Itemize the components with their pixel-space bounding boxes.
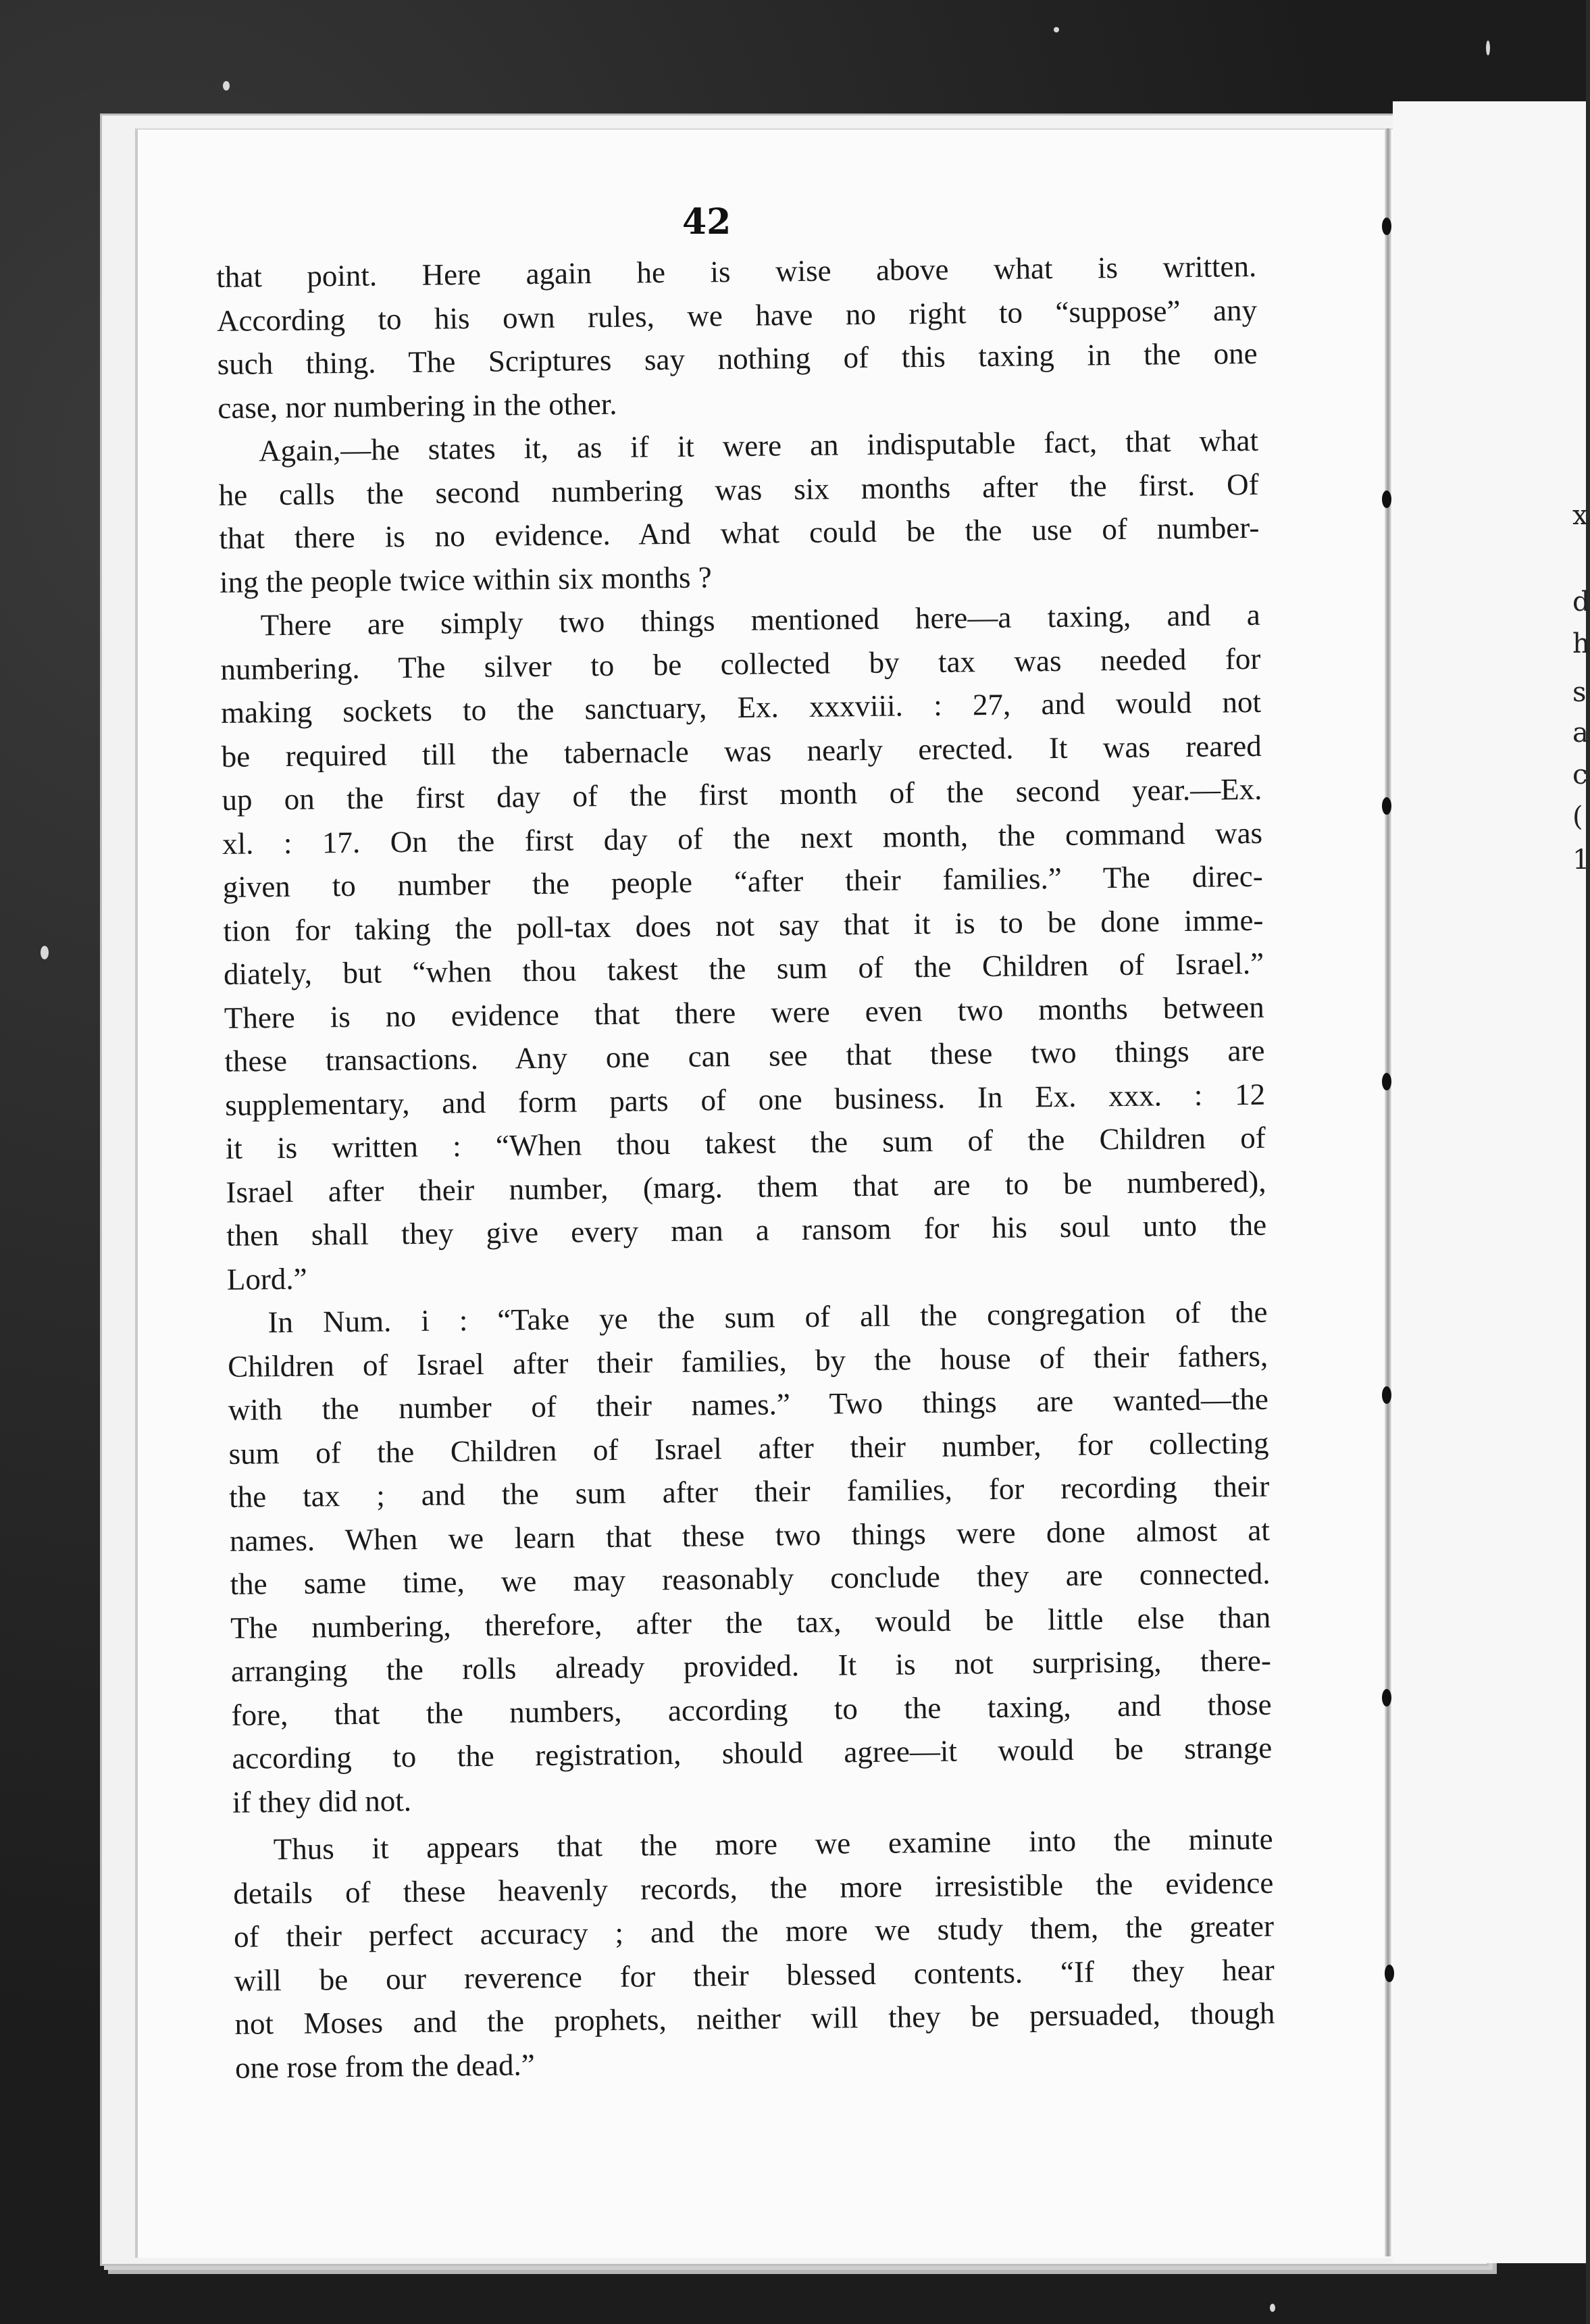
dust-speck	[1486, 41, 1490, 55]
binding-stitch	[1382, 1073, 1391, 1090]
dust-speck	[41, 946, 49, 959]
text-line: the tax ; and the sum after their families, for recording their	[228, 1469, 1270, 1514]
page-body-text	[216, 245, 1275, 2090]
binding-stitch	[1382, 797, 1391, 815]
text-line: The numbering, therefore, after the tax, would be little else than	[230, 1600, 1271, 1645]
text-line: numbering. The silver to be collected by tax was needed for	[220, 641, 1261, 686]
text-line: According to his own rules, we have no right to “suppose” any	[216, 293, 1258, 338]
page-number: 42	[682, 201, 732, 243]
dust-speck	[223, 81, 230, 91]
text-line: case, nor numbering in the other.	[217, 386, 617, 425]
facing-page-letter: x	[1572, 500, 1588, 531]
text-line: Thus it appears that the more we examine into the minute	[273, 1821, 1273, 1867]
text-line: arranging the rolls already provided. It is not surprising, there-	[230, 1643, 1272, 1688]
text-line: ing the people twice within six months ?	[219, 559, 712, 599]
text-line: supplementary, and form parts of one business. In Ex. xxx. : 12	[224, 1077, 1266, 1122]
facing-page-letter: d	[1572, 586, 1590, 617]
text-line: tion for taking the poll-tax does not say that it is to be done imme-	[223, 903, 1264, 948]
text-line: sum of the Children of Israel after their number, for collecting	[228, 1425, 1269, 1471]
text-line: details of these heavenly records, the more irresistible the evidence	[233, 1865, 1274, 1911]
dust-speck	[1054, 27, 1059, 32]
text-line: such thing. The Scriptures say nothing of this taxing in the one	[217, 336, 1258, 381]
text-line: Lord.”	[226, 1261, 307, 1296]
facing-page-letter: 1	[1572, 844, 1590, 876]
text-line: will be our reverence for their blessed contents. “If they hear	[234, 1952, 1275, 1998]
text-line: xl. : 17. On the first day of the next month, the command was	[222, 815, 1263, 861]
text-line: There is no evidence that there were even two months between	[224, 990, 1264, 1035]
facing-page-letter: h	[1572, 628, 1590, 659]
text-line: There are simply two things mentioned here—a taxing, and a	[260, 597, 1260, 642]
facing-page-letter: a	[1572, 717, 1589, 749]
text-line: with the number of their names.” Two things are wanted—the	[228, 1382, 1269, 1427]
binding-stitch	[1382, 1386, 1391, 1404]
text-line: Israel after their number, (marg. them that are to be numbered),	[226, 1164, 1266, 1209]
dust-speck	[1270, 2304, 1275, 2312]
facing-page	[1393, 101, 1586, 2263]
text-line: then shall they give every man a ransom for his soul unto the	[226, 1207, 1267, 1253]
text-line: up on the first day of the first month of the second year.—Ex.	[222, 772, 1262, 817]
text-line: he calls the second numbering was six months after the first. Of	[218, 467, 1259, 512]
binding-stitch	[1382, 490, 1391, 508]
text-line: Children of Israel after their families, by the house of their fathers,	[227, 1338, 1268, 1384]
text-line: that point. Here again he is wise above what is written.	[216, 249, 1257, 294]
text-line: fore, that the numbers, according to the taxing, and those	[231, 1687, 1272, 1732]
text-line: diately, but “when thou takest the sum of the Children of Israel.”	[223, 946, 1264, 991]
text-line: according to the registration, should agree—it would be strange	[232, 1730, 1273, 1775]
text-line: be required till the tabernacle was nearly erected. It was reared	[221, 728, 1262, 774]
text-line: the same time, we may reasonably conclude they are connected.	[230, 1556, 1271, 1601]
facing-page-letter: s	[1572, 677, 1587, 708]
text-line: it is written : “When thou takest the sum of the Children of	[225, 1120, 1266, 1165]
text-line: that there is no evidence. And what could be the use of number-	[219, 510, 1260, 555]
text-line: Again,—he states it, as if it were an indisputable fact, that what	[258, 423, 1259, 468]
text-line: of their perfect accuracy ; and the more we study them, the greater	[233, 1909, 1275, 1954]
facing-page-letter: (	[1572, 801, 1583, 832]
text-line: making sockets to the sanctuary, Ex. xxxviii. : 27, and would not	[220, 684, 1262, 730]
binding-stitch	[1382, 218, 1391, 235]
binding-stitch	[1385, 1965, 1394, 1982]
text-line: In Num. i : “Take ye the sum of all the congregation of the	[267, 1294, 1268, 1340]
text-line: not Moses and the prophets, neither will they be persuaded, though	[234, 1996, 1275, 2041]
text-line: if they did not.	[232, 1783, 412, 1819]
text-line: names. When we learn that these two things were done almost at	[229, 1513, 1271, 1558]
page-gutter	[1385, 128, 1391, 2256]
text-line: these transactions. Any one can see that these two things are	[224, 1033, 1265, 1078]
binding-stitch	[1382, 1689, 1391, 1707]
text-line: given to number the people “after their families.” The direc-	[222, 859, 1263, 904]
facing-page-letter: c	[1572, 759, 1588, 790]
text-line: one rose from the dead.”	[234, 2047, 535, 2085]
